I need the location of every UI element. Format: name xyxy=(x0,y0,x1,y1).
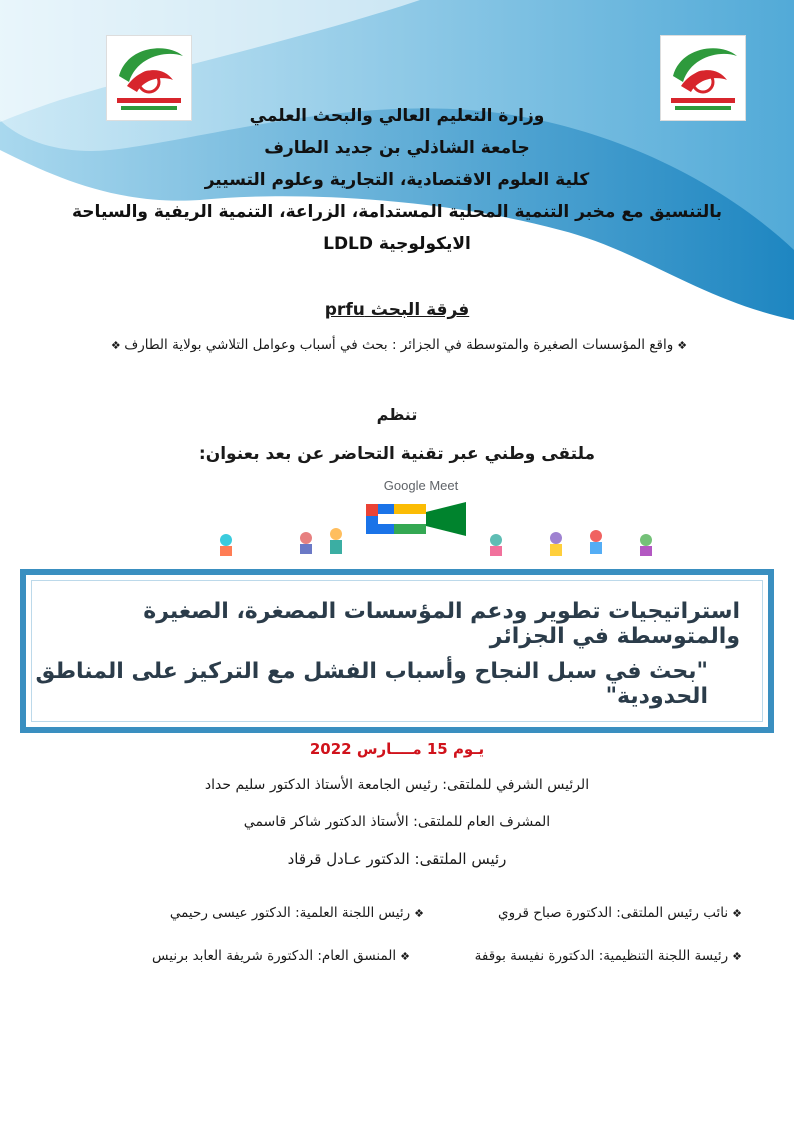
diamond-bullet-icon: ❖ xyxy=(732,907,742,920)
conference-title-frame xyxy=(20,569,774,733)
diamond-bullet-icon: ❖ xyxy=(400,950,410,963)
ministry-name: وزارة التعليم العالي والبحث العلمي xyxy=(249,106,545,126)
header xyxy=(0,100,794,260)
brand-text: Google Meet xyxy=(383,478,459,493)
general-coordinator-row xyxy=(152,948,410,964)
banner-illustration xyxy=(166,474,676,556)
google-meet-banner xyxy=(166,474,676,556)
coordination-line: بالتنسيق مع مخبر التنمية المحلية المستدامة، الزراعة، التنمية الريفية والسياحة xyxy=(72,202,722,222)
general-supervisor: المشرف العام للملتقى: الأستاذ الدكتور شاكر قاسمي xyxy=(243,814,551,830)
conference-intro: ملتقى وطني عبر تقنية التحاضر عن بعد بعنوان: xyxy=(198,444,596,464)
conference-chair: رئيس الملتقى: الدكتور عـادل قرقاد xyxy=(287,850,507,868)
vice-chair: نائب رئيس الملتقى: الدكتورة صباح قروي xyxy=(498,905,729,921)
conference-date: يـوم 15 مــــارس 2022 xyxy=(309,740,485,758)
vice-chair-row xyxy=(498,905,742,921)
honorary-president: الرئيس الشرفي للملتقى: رئيس الجامعة الأستاذ الدكتور سليم حداد xyxy=(204,777,590,793)
diamond-bullet-icon: ❖ xyxy=(677,339,688,352)
google-meet-icon xyxy=(366,502,466,536)
conference-title: استراتيجيات تطوير ودعم المؤسسات المصغرة، الصغيرة والمتوسطة في الجزائر xyxy=(143,599,740,649)
general-coordinator: المنسق العام: الدكتورة شريفة العابد برنيس xyxy=(152,948,397,964)
coordination-line-2: الايكولوجية LDLD xyxy=(323,234,471,254)
diamond-bullet-icon: ❖ xyxy=(732,950,742,963)
organizing-chair-row xyxy=(475,948,742,964)
research-team: فرقة البحث prfu xyxy=(324,300,470,320)
diamond-bullet-icon: ❖ xyxy=(110,339,125,352)
conference-subtitle: "بحث في سبل النجاح وأسباب الفشل مع التركيز على المناطق الحدودية" xyxy=(35,659,708,709)
organizing-chair: رئيسة اللجنة التنظيمية: الدكتورة نفيسة بوقفة xyxy=(474,948,729,964)
project-line xyxy=(0,337,794,353)
project-title: واقع المؤسسات الصغيرة والمتوسطة في الجزائر : بحث في أسباب وعوامل التلاشي بولاية الطارف xyxy=(124,337,674,353)
university-name: جامعة الشاذلي بن جديد الطارف xyxy=(264,138,530,158)
organizes-label: تنظم xyxy=(376,405,418,424)
scientific-chair: رئيس اللجنة العلمية: الدكتور عيسى رحيمي xyxy=(169,905,411,921)
faculty-name: كلية العلوم الاقتصادية، التجارية وعلوم التسيير xyxy=(204,170,590,190)
scientific-chair-row xyxy=(170,905,424,921)
diamond-bullet-icon: ❖ xyxy=(414,907,424,920)
